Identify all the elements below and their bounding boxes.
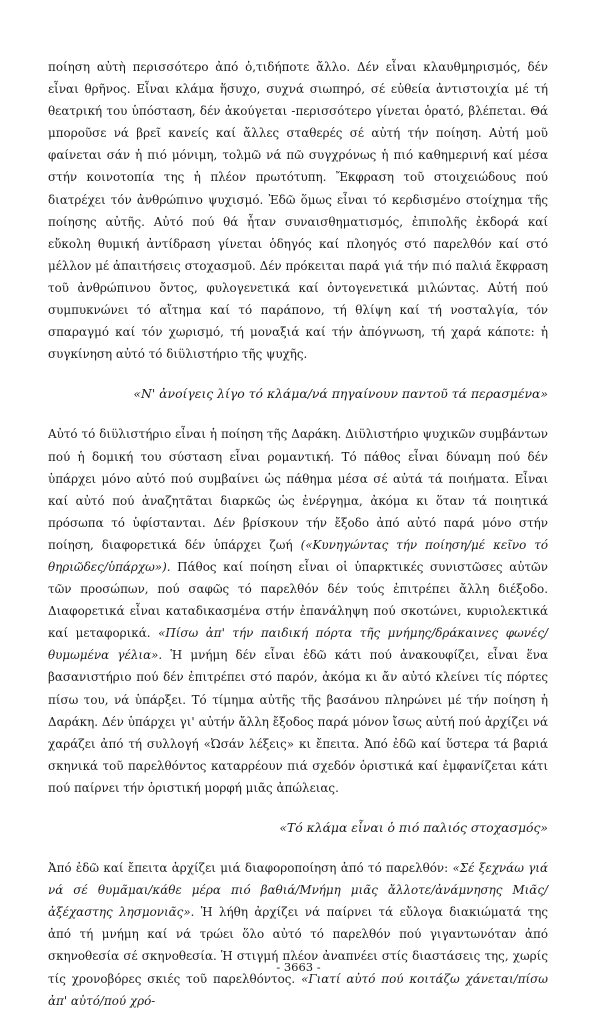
paragraph-3-text-1: Ἀπό ἐδῶ καί ἔπειτα ἀρχίζει μιά διαφοροποίηση ἀπό τό παρελθόν: (48, 861, 453, 876)
paragraph-3 (48, 857, 548, 1012)
paragraph-2-text-3: Ἡ μνήμη δέν εἶναι ἐδῶ κάτι πού ἀνακουφίζει, εἶναι ἕνα βασανιστήριο πού δέν ἐπιτρέπει στό παρόν, ἀκόμα κι ἄν αὐτό κλείνει τίς πόρτες πίσω του, νά ὑπάρξει. Τό τίμημα αὐτῆς τῆς βασάνου πληρώνει μέ τήν ποίηση ἡ Δαράκη. Δέν ὑπάρχει γι' αὐτήν ἄλλη ἔξοδος παρά μόνον ἴσως αὐτή πού ἀρχίζει νά χαράζει ἀπό τή συλλογή «Ὠσάν λέξεις» κι ἔπειτα. Ἀπό ἐδῶ καί ὕστερα τά βαριά σκηνικά τοῦ παρελθόντος καταρρέουν πιά σχεδόν ὁριστικά καί ἐμφανίζεται κάτι πού παίρνει τήν ὁριστική μορφή μιᾶς ἀπώλειας. (48, 648, 548, 795)
section-heading-2: «Τό κλάμα εἶναι ὁ πιό παλιός στοχασμός» (279, 820, 548, 835)
paragraph-1-text: ποίηση αὐτὴ περισσότερο ἀπό ὁ,τιδήποτε ἄλλο. Δέν εἶναι κλαυθμηρισμός, δέν εἶναι θρῆνος. Εἶναι κλάμα ἥσυχο, συχνά σιωπηρό, σέ εὐθεία ἀντιστοιχία μέ τή θεατρική του ὑπόσταση, δέν ἀκούγεται -περισσότερο γίνεται ὁρατό, βλέπεται. Θά μποροῦσε νά βρεῖ κανείς καί ἄλλες σταθερές σέ αὐτή τήν ποίηση. Αὐτή μοῦ φαίνεται σάν ἡ πιό μόνιμη, τολμῶ νά πῶ συγχρόνως ἡ πιό καθημερινή καί μέσα στήν κοινοτοπία της ἡ πλέον πρωτότυπη. Ἔκφραση τοῦ στοιχειώδους πού διατρέχει τόν ἀνθρώπινο ψυχισμό. Ἐδῶ ὅμως εἶναι τό κερδισμένο στοίχημα τῆς ποίησης αὐτῆς. Αὐτό πού θά ἦταν συναισθηματισμός, ἐπιπολῆς ἐκδορά καί εὔκολη θυμική ἀντίδραση γίνεται ὁδηγός καί πλοηγός στό παρελθόν καί στό μέλλον μέ ἀπαιτήσεις στοχασμοῦ. Δέν πρόκειται παρά γιά τήν πιό παλιά ἔκφραση τοῦ ἀνθρώπινου ὄντος, φυλογενετικά καί ὀντογενετικά μιλώντας. Αὐτή πού συμπυκνώνει τό αἴτημα καί τό παράπονο, τή θλίψη καί τή νοσταλγία, τόν σπαραγμό καί τόν χωρισμό, τή μοναξιά καί τήν ἀπόγνωση, τή χαρά κάποτε: ἡ συγκίνηση αὐτό τό διϋλιστήριο τῆς ψυχῆς. (48, 60, 548, 362)
paragraph-2-text-1: Αὐτό τό διϋλιστήριο εἶναι ἡ ποίηση τῆς Δαράκη. Διϋλιστήριο ψυχικῶν συμβάντων πού ἡ δομική του σύσταση εἶναι ρομαντική. Τό πάθος εἶναι δύναμη πού δέν ὑπάρχει μόνο αὐτό πού συμβαίνει ὡς πάθημα μέσα σέ αὐτά τά ποιήματα. Εἶναι καί αὐτό πού ἀναζητᾶται διαρκῶς ὡς ἐνέργημα, ἀκόμα κι ὅταν τά ποιητικά πρόσωπα τό ὑφίστανται. Δέν βρίσκουν τήν ἔξοδο ἀπό αὐτό παρά μόνο στήν ποίηση, διαφορετικά δέν ὑπάρχει ζωή (48, 427, 548, 552)
section-heading-1: «Ν' ἀνοίγεις λίγο τό κλάμα/νά πηγαίνουν παντοῦ τά περασμένα» (133, 386, 548, 402)
document-body (48, 56, 548, 1012)
paragraph-3-quote-1: «Σέ ξεχνάω γιά νά σέ θυμᾶμαι/κάθε μέρα πιό βαθιά/Μνήμη μιᾶς ἄλλοτε/ἀνάμνησης Μιᾶς/ἀξέχαστης λησμονιᾶς». (48, 861, 548, 920)
paragraph-3-quote-2: «Γιατί αὐτό πού κοιτάζω χάνεται/πίσω ἀπ' αὐτό/πού χρό- (48, 971, 548, 1008)
paragraph-3-text-2: Ἡ λήθη ἀρχίζει νά παίρνει τά εὔλογα διακιώματά της ἀπό τή μνήμη καί νά τρώει ὅλο αὐτό τό παρελθόν πού γιγαντωνόταν ἀπό σκηνοθεσία σέ σκηνοθεσία. Ἡ στιγμή πλέον ἀναπνέει στίς διαστάσεις της, χωρίς τίς χρονοβόρες σκιές τοῦ παρελθόντος. (48, 905, 548, 986)
paragraph-2-quote-1: («Κυνηγώντας τήν ποίηση/μέ κεῖνο τό θηριῶδες/ὑπάρχω»). (48, 537, 548, 574)
page-number: - 3663 - (276, 960, 321, 974)
paragraph-2-text-2: Πάθος καί ποίηση εἶναι οἱ ὑπαρκτικές συνιστῶσες αὐτῶν τῶν προσώπων, πού σαφῶς τό παρελθόν δέν τούς ἐπιτρέπει ἄλλη διέξοδο. Διαφορετικά εἶναι καταδικασμένα στήν ἐπανάληψη πού σκοτώνει, κυριολεκτικά καί μεταφορικά. (48, 559, 548, 641)
paragraph-1 (48, 56, 548, 365)
paragraph-2 (48, 423, 548, 799)
paragraph-2-quote-2: «Πίσω ἀπ' τήν παιδική πόρτα τῆς μνήμης/δράκαινες φωνές/θυμωμένα γέλια». (48, 626, 548, 663)
